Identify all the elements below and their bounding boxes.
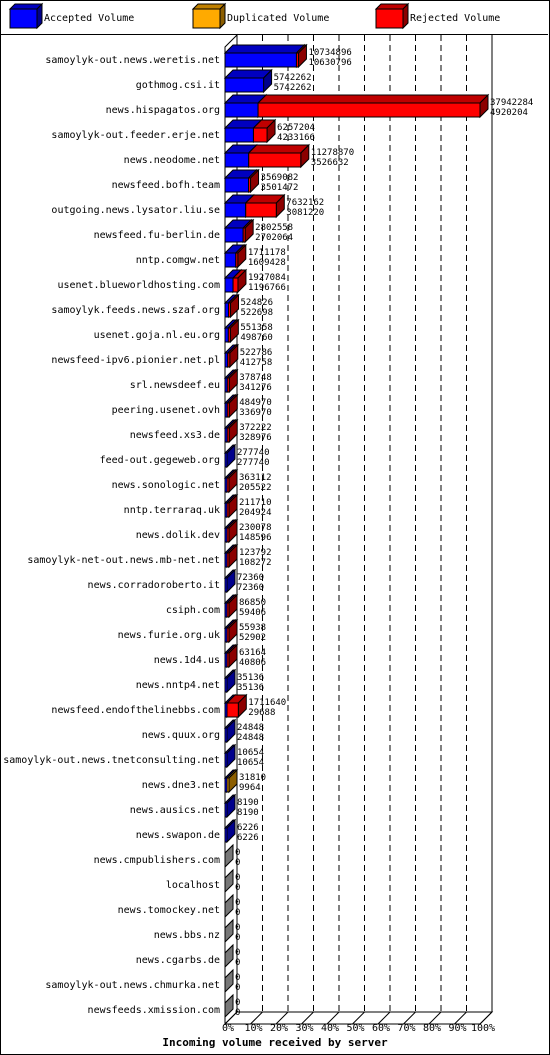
- category-label: csiph.com: [165, 605, 220, 616]
- value-accepted: 4920204: [490, 108, 528, 118]
- value-total: 0: [235, 898, 241, 908]
- value-accepted: 0: [235, 983, 241, 993]
- value-accepted: 10654: [237, 758, 265, 768]
- category-label: localhost: [165, 880, 220, 891]
- category-label: samoylyk-out.feeder.erje.net: [51, 130, 220, 141]
- value-accepted: 1609428: [247, 258, 286, 268]
- value-total: 55938: [239, 623, 267, 633]
- value-accepted: 0: [235, 1008, 241, 1018]
- legend-accepted-label: Accepted Volume: [44, 13, 135, 24]
- value-accepted: 3081220: [286, 208, 325, 218]
- value-accepted: 59406: [239, 608, 267, 618]
- category-label: samoylyk.feeds.news.szaf.org: [51, 305, 220, 316]
- legend-rejected-label: Rejected Volume: [410, 13, 501, 24]
- category-label: newsfeed-ipv6.pionier.net.pl: [51, 355, 220, 366]
- value-accepted: 3501472: [260, 183, 299, 193]
- bar-row: [225, 45, 306, 67]
- value-total: 35136: [237, 673, 265, 683]
- bar-row: [225, 145, 309, 167]
- category-label: news.tomockey.net: [117, 905, 220, 916]
- category-label: usenet.goja.nl.eu.org: [93, 330, 220, 341]
- value-accepted: 0: [235, 908, 241, 918]
- x-tick-label: 100%: [470, 1023, 496, 1034]
- category-label: srl.newsdeef.eu: [129, 380, 220, 391]
- bar-row: [225, 95, 488, 117]
- category-label: news.nntp4.net: [135, 680, 220, 691]
- value-accepted: 24848: [237, 733, 265, 743]
- value-total: 3569082: [260, 173, 299, 183]
- value-accepted: 52902: [239, 633, 267, 643]
- category-label: news.cmpublishers.com: [93, 855, 220, 866]
- value-accepted: 9964: [239, 783, 261, 793]
- value-total: 484970: [239, 398, 272, 408]
- value-total: 0: [235, 923, 241, 933]
- value-accepted: 204924: [239, 508, 272, 518]
- category-label: newsfeeds.xmission.com: [87, 1005, 220, 1016]
- bar-accepted: [225, 70, 272, 92]
- category-label: newsfeed.xs3.de: [129, 430, 220, 441]
- x-tick-label: 90%: [448, 1023, 467, 1034]
- bar-row: [225, 195, 284, 217]
- value-total: 363112: [239, 473, 272, 483]
- value-total: 72360: [237, 573, 265, 583]
- value-total: 1711640: [248, 698, 287, 708]
- category-label: usenet.blueworldhosting.com: [57, 280, 220, 291]
- value-total: 0: [235, 973, 241, 983]
- category-label: newsfeed.bofh.team: [111, 180, 220, 191]
- category-label: news.neodome.net: [123, 155, 220, 166]
- value-accepted: 72360: [237, 583, 265, 593]
- value-total: 37942284: [490, 98, 534, 108]
- category-label: newsfeed.endofthelinebbs.com: [51, 705, 220, 716]
- value-total: 7632162: [286, 198, 325, 208]
- value-accepted: 205522: [239, 483, 272, 493]
- value-total: 551358: [240, 323, 273, 333]
- value-accepted: 328976: [239, 433, 272, 443]
- value-total: 0: [235, 848, 241, 858]
- value-total: 230078: [239, 523, 272, 533]
- value-accepted: 40806: [239, 658, 267, 668]
- value-accepted: 4233166: [277, 133, 315, 143]
- bar-rejected: [249, 145, 309, 167]
- x-tick-label: 20%: [269, 1023, 289, 1034]
- category-label: news.1d4.us: [153, 655, 220, 666]
- category-label: outgoing.news.lysator.liu.se: [51, 205, 220, 216]
- value-total: 211710: [239, 498, 272, 508]
- value-total: 123792: [239, 548, 272, 558]
- x-tick-label: 0%: [221, 1023, 235, 1034]
- value-accepted: 341276: [239, 383, 272, 393]
- value-total: 6226: [237, 823, 259, 833]
- value-total: 378748: [239, 373, 272, 383]
- x-tick-label: 40%: [320, 1023, 340, 1034]
- category-label: feed-out.gegeweb.org: [99, 455, 220, 466]
- x-tick-label: 50%: [346, 1023, 365, 1034]
- category-label: nntp.terraraq.uk: [123, 505, 220, 516]
- category-label: newsfeed.fu-berlin.de: [93, 230, 220, 241]
- value-accepted: 148596: [239, 533, 272, 543]
- category-label: news.swapon.de: [135, 830, 220, 841]
- value-total: 10734896: [308, 48, 352, 58]
- value-total: 2802558: [255, 223, 294, 233]
- value-accepted: 0: [235, 883, 241, 893]
- category-label: news.quux.org: [141, 730, 220, 741]
- category-label: gothmog.csi.it: [135, 80, 220, 91]
- value-accepted: 277740: [237, 458, 270, 468]
- category-label: news.bbs.nz: [153, 930, 220, 941]
- value-total: 24848: [237, 723, 265, 733]
- value-total: 277740: [237, 448, 270, 458]
- x-tick-label: 30%: [295, 1023, 314, 1034]
- value-accepted: 10630796: [308, 58, 352, 68]
- bar-row: [225, 120, 275, 142]
- x-tick-label: 10%: [244, 1023, 263, 1034]
- x-tick-label: 80%: [422, 1023, 442, 1034]
- value-accepted: 0: [235, 958, 241, 968]
- value-total: 0: [235, 998, 241, 1008]
- category-label: news.furie.org.uk: [117, 630, 220, 641]
- category-label: news.dne3.net: [141, 780, 220, 791]
- bar-rejected: [258, 95, 488, 117]
- value-accepted: 35136: [237, 683, 265, 693]
- value-total: 1927084: [247, 273, 286, 283]
- value-total: 63164: [239, 648, 267, 658]
- category-label: news.sonologic.net: [111, 480, 220, 491]
- category-label: news.dolik.dev: [135, 530, 220, 541]
- value-accepted: 2702064: [255, 233, 294, 243]
- category-label: news.corradoroberto.it: [87, 580, 220, 591]
- bar-row: [225, 70, 272, 92]
- category-label: samoylyk-out.news.chmurka.net: [45, 980, 220, 991]
- value-total: 522786: [239, 348, 273, 358]
- value-total: 8190: [237, 798, 259, 808]
- bar-rejected: [246, 195, 285, 217]
- value-accepted: 108272: [239, 558, 272, 568]
- value-accepted: 522698: [240, 308, 274, 318]
- x-axis-title: Incoming volume received by server: [162, 1036, 388, 1049]
- value-accepted: 6226: [237, 833, 259, 843]
- value-total: 0: [235, 873, 241, 883]
- value-total: 372222: [239, 423, 272, 433]
- bar-row: [225, 220, 253, 242]
- category-label: samoylyk-out.news.weretis.net: [45, 55, 220, 66]
- category-label: peering.usenet.ovh: [111, 405, 220, 416]
- value-total: 524826: [240, 298, 274, 308]
- x-tick-label: 70%: [397, 1023, 416, 1034]
- value-accepted: 8190: [237, 808, 259, 818]
- value-accepted: 5742262: [273, 83, 312, 93]
- x-tick-label: 60%: [371, 1023, 391, 1034]
- category-label: news.ausics.net: [129, 805, 220, 816]
- value-total: 6257204: [277, 123, 315, 133]
- category-label: samoylyk-out.news.tnetconsulting.net: [3, 755, 220, 766]
- category-label: nntp.comgw.net: [135, 255, 220, 266]
- value-total: 1711178: [247, 248, 286, 258]
- value-accepted: 0: [235, 858, 241, 868]
- value-accepted: 29688: [248, 708, 276, 718]
- bar-row: [225, 170, 259, 192]
- value-accepted: 0: [235, 933, 241, 943]
- value-accepted: 3526632: [310, 158, 349, 168]
- value-accepted: 1196766: [247, 283, 286, 293]
- category-label: news.cgarbs.de: [135, 955, 220, 966]
- value-total: 11278870: [310, 148, 355, 158]
- bar-accepted: [225, 45, 304, 67]
- legend-duplicated-label: Duplicated Volume: [227, 13, 330, 24]
- value-accepted: 498760: [240, 333, 273, 343]
- category-label: news.hispagatos.org: [105, 105, 220, 116]
- category-label: samoylyk-net-out.news.mb-net.net: [27, 555, 220, 566]
- value-total: 31810: [239, 773, 267, 783]
- value-accepted: 412758: [239, 358, 273, 368]
- value-total: 86850: [239, 598, 267, 608]
- value-accepted: 336970: [239, 408, 272, 418]
- value-total: 0: [235, 948, 241, 958]
- value-total: 10654: [237, 748, 265, 758]
- value-total: 5742262: [273, 73, 312, 83]
